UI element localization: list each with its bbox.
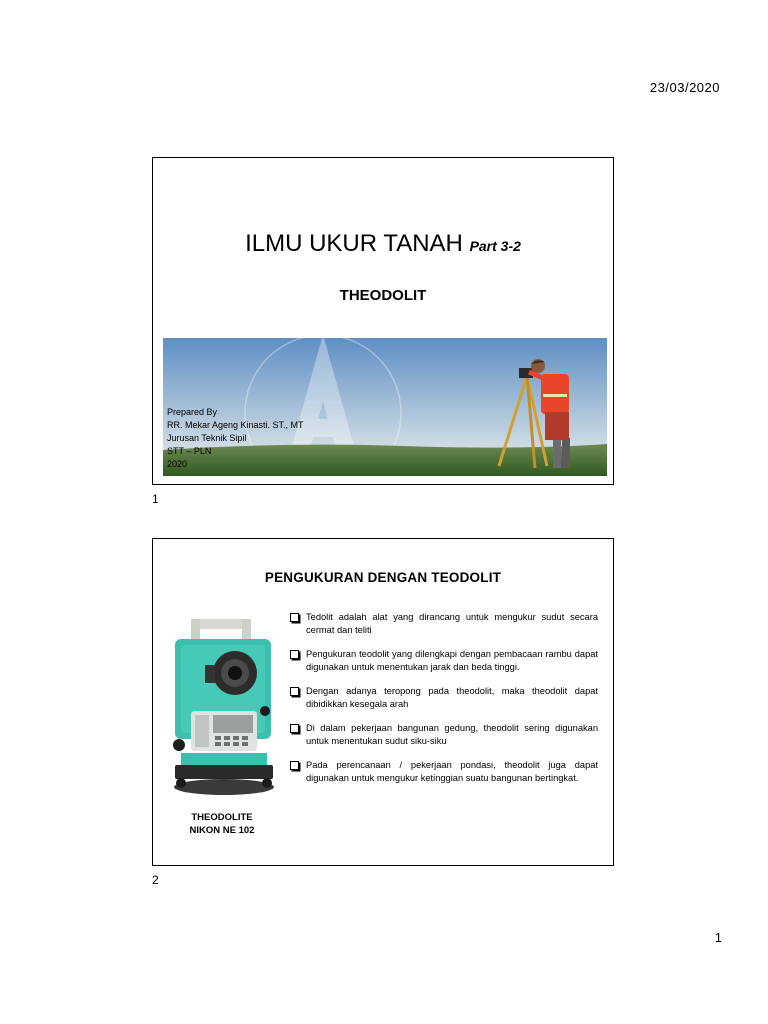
checkbox-bullet-icon (290, 761, 299, 770)
slide-2-title: PENGUKURAN DENGAN TEODOLIT (264, 570, 502, 585)
checkbox-bullet-icon (290, 687, 299, 696)
credit-line: RR. Mekar Ageng Kinasti. ST., MT (167, 420, 304, 430)
device-caption (161, 811, 283, 837)
slide-1-title-part: Part 3-2 (469, 238, 521, 254)
slide-1-title-main: ILMU UKUR TANAH (245, 230, 463, 257)
credit-line: Jurusan Teknik Sipil (167, 433, 247, 443)
bullet-text: Pengukuran teodolit yang dilengkapi dengan pembacaan rambu dapat digunakan untuk menentukan jarak dan beda tinggi. (306, 649, 598, 672)
bullet-text: Di dalam pekerjaan bangunan gedung, theodolit sering digunakan untuk menentukan sudut siku-siku (306, 723, 598, 746)
theodolite-device-photo (161, 615, 281, 805)
slide-1 (152, 157, 614, 485)
slide-2 (152, 538, 614, 866)
page-number: 1 (714, 930, 722, 945)
bullet-list (288, 611, 598, 796)
checkbox-bullet-icon (290, 650, 299, 659)
slide-1-credits (167, 406, 304, 471)
list-item (288, 648, 598, 674)
device-caption-line1: THEODOLITE (191, 812, 253, 823)
device-caption-line2: NIKON NE 102 (189, 825, 255, 836)
checkbox-bullet-icon (290, 724, 299, 733)
slide-2-number: 2 (152, 873, 159, 887)
checkbox-bullet-icon (290, 613, 299, 622)
slide-1-title (153, 230, 613, 258)
bullet-text: Dengan adanya teropong pada theodolit, maka theodolit dapat dibidikkan kesegala arah (306, 686, 598, 709)
slide-1-subtitle: THEODOLIT (339, 287, 427, 304)
page-date: 23/03/2020 (649, 80, 720, 95)
list-item (288, 685, 598, 711)
slide-1-number: 1 (152, 492, 159, 506)
credit-line: 2020 (167, 459, 188, 469)
list-item (288, 722, 598, 748)
credit-line: Prepared By (167, 407, 218, 417)
bullet-text: Pada perencanaan / pekerjaan pondasi, theodolit juga dapat digunakan untuk mengukur ketinggian suatu bangunan bertingkat. (306, 760, 598, 783)
list-item (288, 759, 598, 785)
list-item (288, 611, 598, 637)
bullet-text: Tedolit adalah alat yang dirancang untuk mengukur sudut secara cermat dan teliti (306, 612, 598, 635)
credit-line: STT – PLN (167, 446, 212, 456)
